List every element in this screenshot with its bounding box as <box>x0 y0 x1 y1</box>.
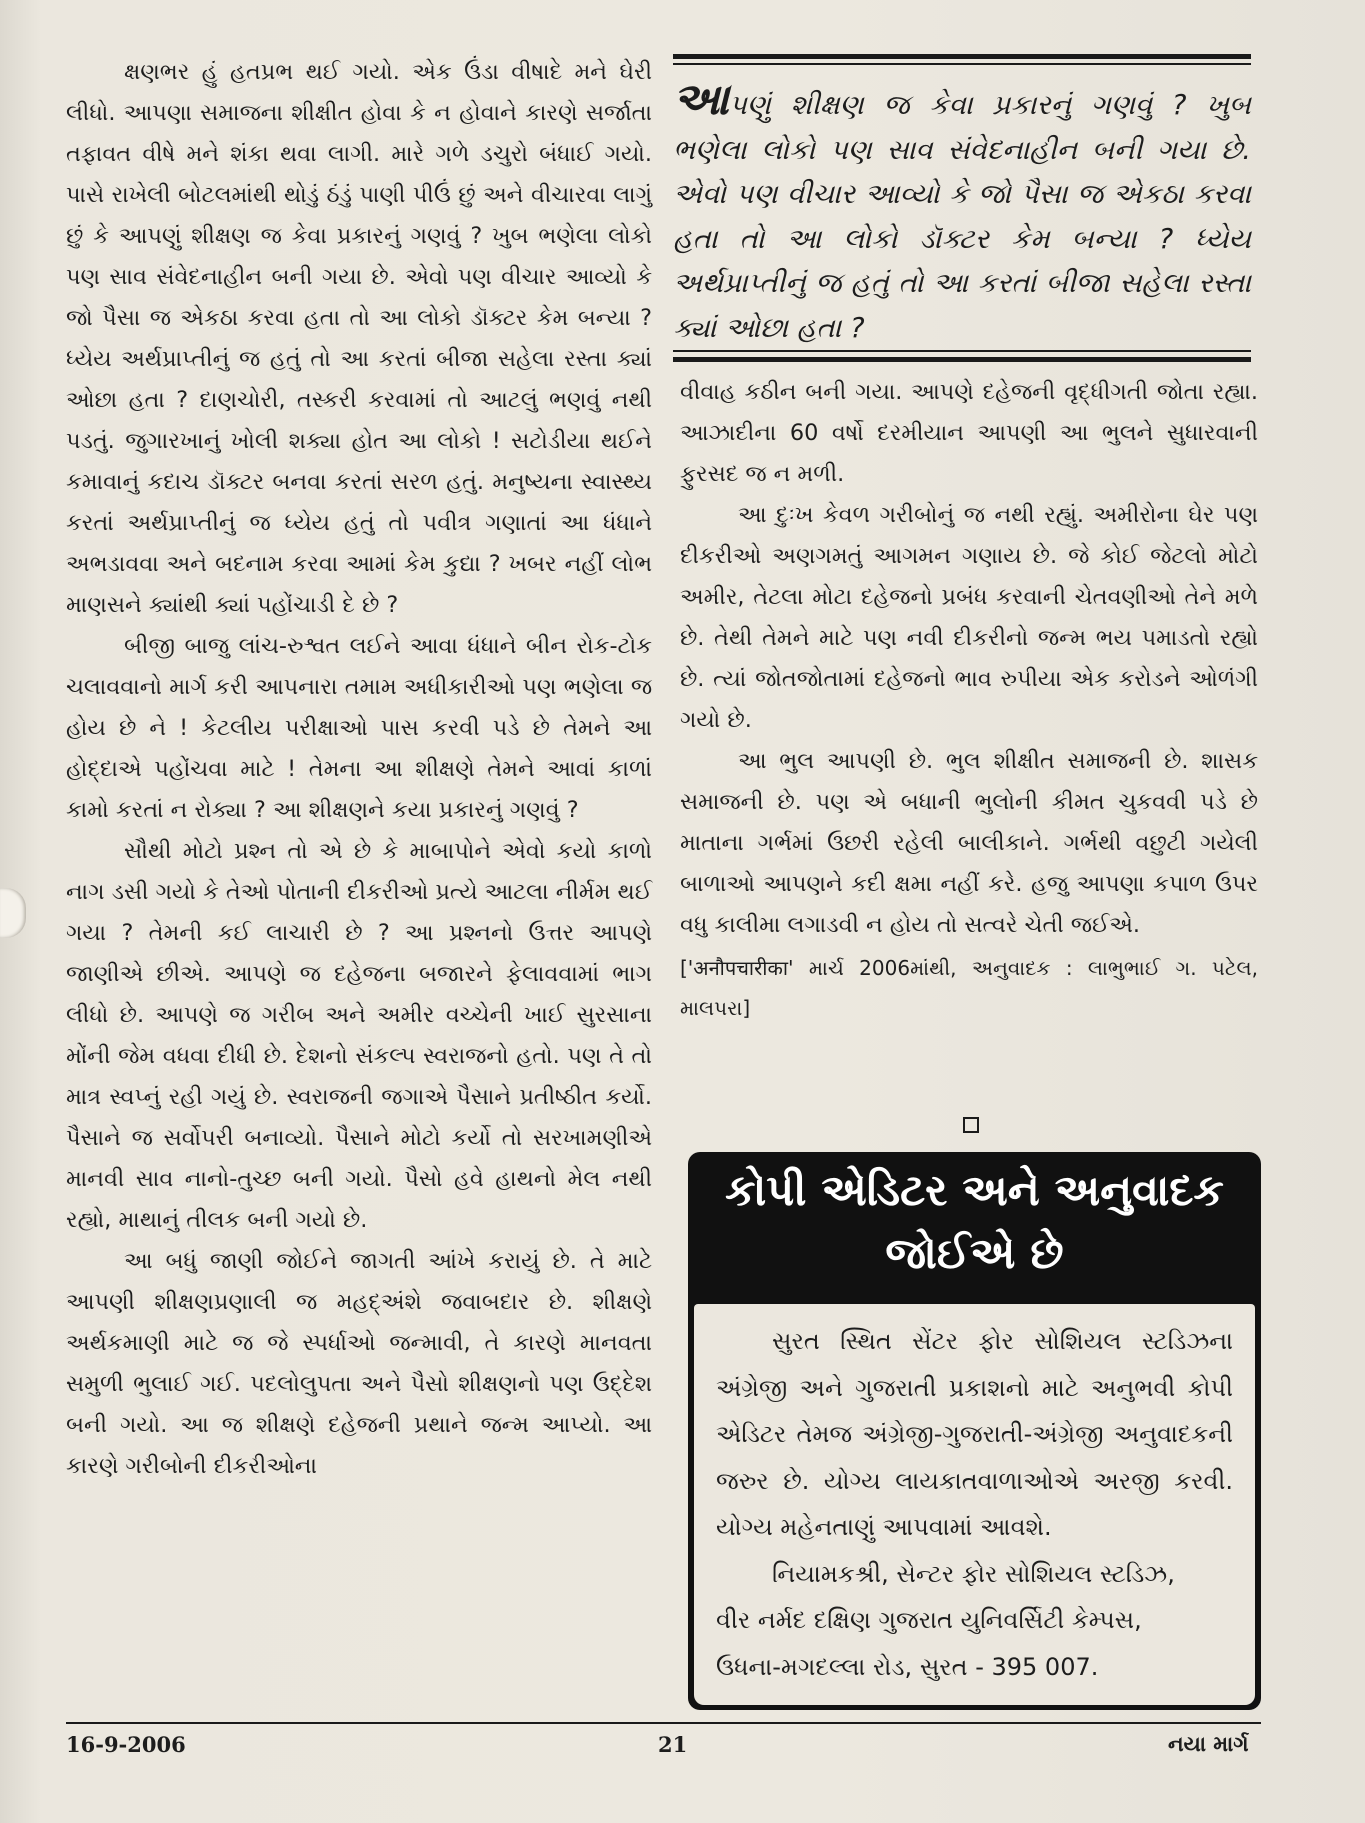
pull-quote-text: પણું શીક્ષણ જ કેવા પ્રકારનું ગણવું ? ખુબ ભણેલા લોકો પણ સાવ સંવેદનાહીન બની ગયા છે. એવો પણ વીચાર આવ્યો કે જો પૈસા જ એકઠા કરવા હતા તો આ લોકો ડૉક્ટર કેમ બન્યા ? ધ્યેય અર્થપ્રાપ્તીનું જ હતું તો આ કરતાં બીજા સહેલા રસ્તા ક્યાં ઓછા હતા ? <box>673 89 1251 344</box>
advert-title <box>688 1160 1261 1286</box>
paragraph: ક્ષણભર હું હતપ્રભ થઈ ગયો. એક ઉંડા વીષાદે મને ઘેરી લીધો. આપણા સમાજના શીક્ષીત હોવા કે ન હોવાને કારણે સર્જાતા તફાવત વીષે મને શંકા થવા લાગી. મારે ગળે ડચુરો બંધાઈ ગયો. પાસે રાખેલી બોટલમાંથી થોડું ઠંડું પાણી પીઉં છું અને વીચારવા લાગું છું કે આપણું શીક્ષણ જ કેવા પ્રકારનું ગણવું ? ખુબ ભણેલા લોકો પણ સાવ સંવેદનાહીન બની ગયા છે. એવો પણ વીચાર આવ્યો કે જો પૈસા જ એકઠા કરવા હતા તો આ લોકો ડૉક્ટર કેમ બન્યા ? ધ્યેય અર્થપ્રાપ્તીનું જ હતું તો આ કરતાં બીજા સહેલા રસ્તા ક્યાં ઓછા હતા ? દાણચોરી, તસ્કરી કરવામાં તો આટલું ભણવું નથી પડતું. જુગારખાનું ખોલી શક્યા હોત આ લોકો ! સટોડીયા થઈને કમાવાનું કદાચ ડૉક્ટર બનવા કરતાં સરળ હતું. મનુષ્યના સ્વાસ્થ્ય કરતાં અર્થપ્રાપ્તીનું જ ધ્યેય હતું તો પવીત્ર ગણાતાં આ ધંધાને અભડાવવા અને બદનામ કરવા આમાં કેમ કુદ્યા ? ખબર નહીં લોભ માણસને ક્યાંથી ક્યાં પહોંચાડી દે છે ? <box>66 59 652 618</box>
address-line: નિયામકશ્રી, સેન્ટર ફોર સોશિયલ સ્ટડિઝ, <box>772 1559 1175 1588</box>
address-line: વીર નર્મદ દક્ષિણ ગુજરાત યુનિવર્સિટી કેમ્પસ, <box>716 1606 1142 1634</box>
advert-title-line: જોઈએ છે <box>885 1229 1064 1279</box>
page-edge-tear <box>0 888 26 938</box>
right-column <box>680 372 1258 1028</box>
advert-body <box>694 1304 1255 1705</box>
advert-address <box>716 1551 1233 1691</box>
paragraph: આ ભુલ આપણી છે. ભુલ શીક્ષીત સમાજની છે. શાસક સમાજની છે. પણ એ બધાની ભુલોની કીમત ચુકવવી પડે છે માતાના ગર્ભમાં ઉછરી રહેલી બાલીકાને. ગર્ભથી વછુટી ગયેલી બાળાઓ આપણને કદી ક્ષમા નહીં કરે. હજુ આપણા કપાળ ઉપર વધુ કાલીમા લગાડવી ન હોય તો સત્વરે ચેતી જઈએ. <box>680 748 1258 938</box>
pull-quote <box>673 74 1251 350</box>
paragraph: આ બધું જાણી જોઈને જાગતી આંખે કરાયું છે. તે માટે આપણી શીક્ષણપ્રણાલી જ મહદ્અંશે જવાબદાર છે. શીક્ષણે અર્થકમાણી માટે જ જે સ્પર્ધાઓ જન્માવી, તે કારણે માનવતા સમુળી ભુલાઈ ગઈ. પદલોલુપતા અને પૈસો શીક્ષણનો પણ ઉદ્દેશ બની ગયો. આ જ શીક્ષણે દહેજની પ્રથાને જન્મ આપ્યો. આ કારણે ગરીબોની દીકરીઓના <box>66 1248 652 1479</box>
source-note: ['अनौपचारीका' માર્ચ 2006માંથી, અનુવાદક : લાભુભાઈ ગ. પટેલ, માલપરા] <box>680 956 1258 1020</box>
paragraph: આ દુઃખ કેવળ ગરીબોનું જ નથી રહ્યું. અમીરોના ઘેર પણ દીકરીઓ અણગમતું આગમન ગણાય છે. જે કોઈ જેટલો મોટો અમીર, તેટલા મોટા દહેજનો પ્રબંધ કરવાની ચેતવણીઓ તેને મળે છે. તેથી તેમને માટે પણ નવી દીકરીનો જન્મ ભય પમાડતો રહ્યો છે. ત્યાં જોતજોતામાં દહેજનો ભાવ રુપીયા એક કરોડને ઓળંગી ગયો છે. <box>680 502 1258 733</box>
pull-quote-top-rule <box>673 54 1251 59</box>
left-column <box>66 52 652 1487</box>
advert-text: સુરત સ્થિત સેંટર ફોર સોશિયલ સ્ટડિઝના અંગ્રેજી અને ગુજરાતી પ્રકાશનો માટે અનુભવી કોપી એડિટર તેમજ અંગ્રેજી-ગુજરાતી-અંગ્રેજી અનુવાદકની જરુર છે. યોગ્ય લાયકાતવાળાઓએ અરજી કરવી. યોગ્ય મહેનતાણું આપવામાં આવશે. <box>716 1327 1233 1541</box>
issue-date: 16-9-2006 <box>66 1732 186 1757</box>
paragraph: વીવાહ કઠીન બની ગયા. આપણે દહેજની વૃદ્ધીગતી જોતા રહ્યા. આઝાદીના 60 વર્ષો દરમીયાન આપણી આ ભુલને સુધારવાની ફુરસદ જ ન મળી. <box>680 379 1258 487</box>
advert-title-line: કોપી એડિટર અને અનુવાદક <box>725 1166 1224 1216</box>
magazine-name: નયા માર્ગ <box>1168 1732 1249 1756</box>
pull-quote-bottom-rule-thin <box>673 350 1251 352</box>
address-line: ઉધના-મગદલ્લા રોડ, સુરત - 395 007. <box>716 1652 1099 1681</box>
paragraph: સૌથી મોટો પ્રશ્ન તો એ છે કે માબાપોને એવો કયો કાળો નાગ ડસી ગયો કે તેઓ પોતાની દીકરીઓ પ્રત્યે આટલા નીર્મમ થઈ ગયા ? તેમની કઈ લાચારી છે ? આ પ્રશ્નનો ઉત્તર આપણે જાણીએ છીએ. આપણે જ દહેજના બજારને ફેલાવવામાં ભાગ લીધો છે. આપણે જ ગરીબ અને અમીર વચ્ચેની ખાઈ સુરસાના મોંની જેમ વધવા દીધી છે. દેશનો સંકલ્પ સ્વરાજનો હતો. પણ તે તો માત્ર સ્વપ્નું રહી ગયું છે. સ્વરાજની જગાએ પૈસાને પ્રતીષ્ઠીત કર્યો. પૈસાને જ સર્વોપરી બનાવ્યો. પૈસાને મોટો કર્યો તો સરખામણીએ માનવી સાવ નાનો-તુચ્છ બની ગયો. પૈસો હવે હાથનો મેલ નથી રહ્યો, માથાનું તીલક બની ગયો છે. <box>66 838 652 1233</box>
pull-quote-lead: આ <box>673 74 729 125</box>
pull-quote-bottom-rule <box>673 357 1251 362</box>
page-number: 21 <box>658 1732 688 1757</box>
job-advert <box>688 1152 1261 1710</box>
footer-rule <box>66 1722 1261 1724</box>
pull-quote-top-rule-thin <box>673 63 1251 65</box>
paragraph: બીજી બાજુ લાંચ-રુશ્વત લઈને આવા ધંધાને બીન રોક-ટોક ચલાવવાનો માર્ગ કરી આપનારા તમામ અધીકારીઓ પણ ભણેલા જ હોય છે ને ! કેટલીય પરીક્ષાઓ પાસ કરવી પડે છે તેમને આ હોદ્દાએ પહોંચવા માટે ! તેમના આ શીક્ષણે તેમને આવાં કાળાં કામો કરતાં ન રોક્યા ? આ શીક્ષણને કયા પ્રકારનું ગણવું ? <box>66 633 652 823</box>
end-of-article-box-icon <box>963 1117 979 1133</box>
